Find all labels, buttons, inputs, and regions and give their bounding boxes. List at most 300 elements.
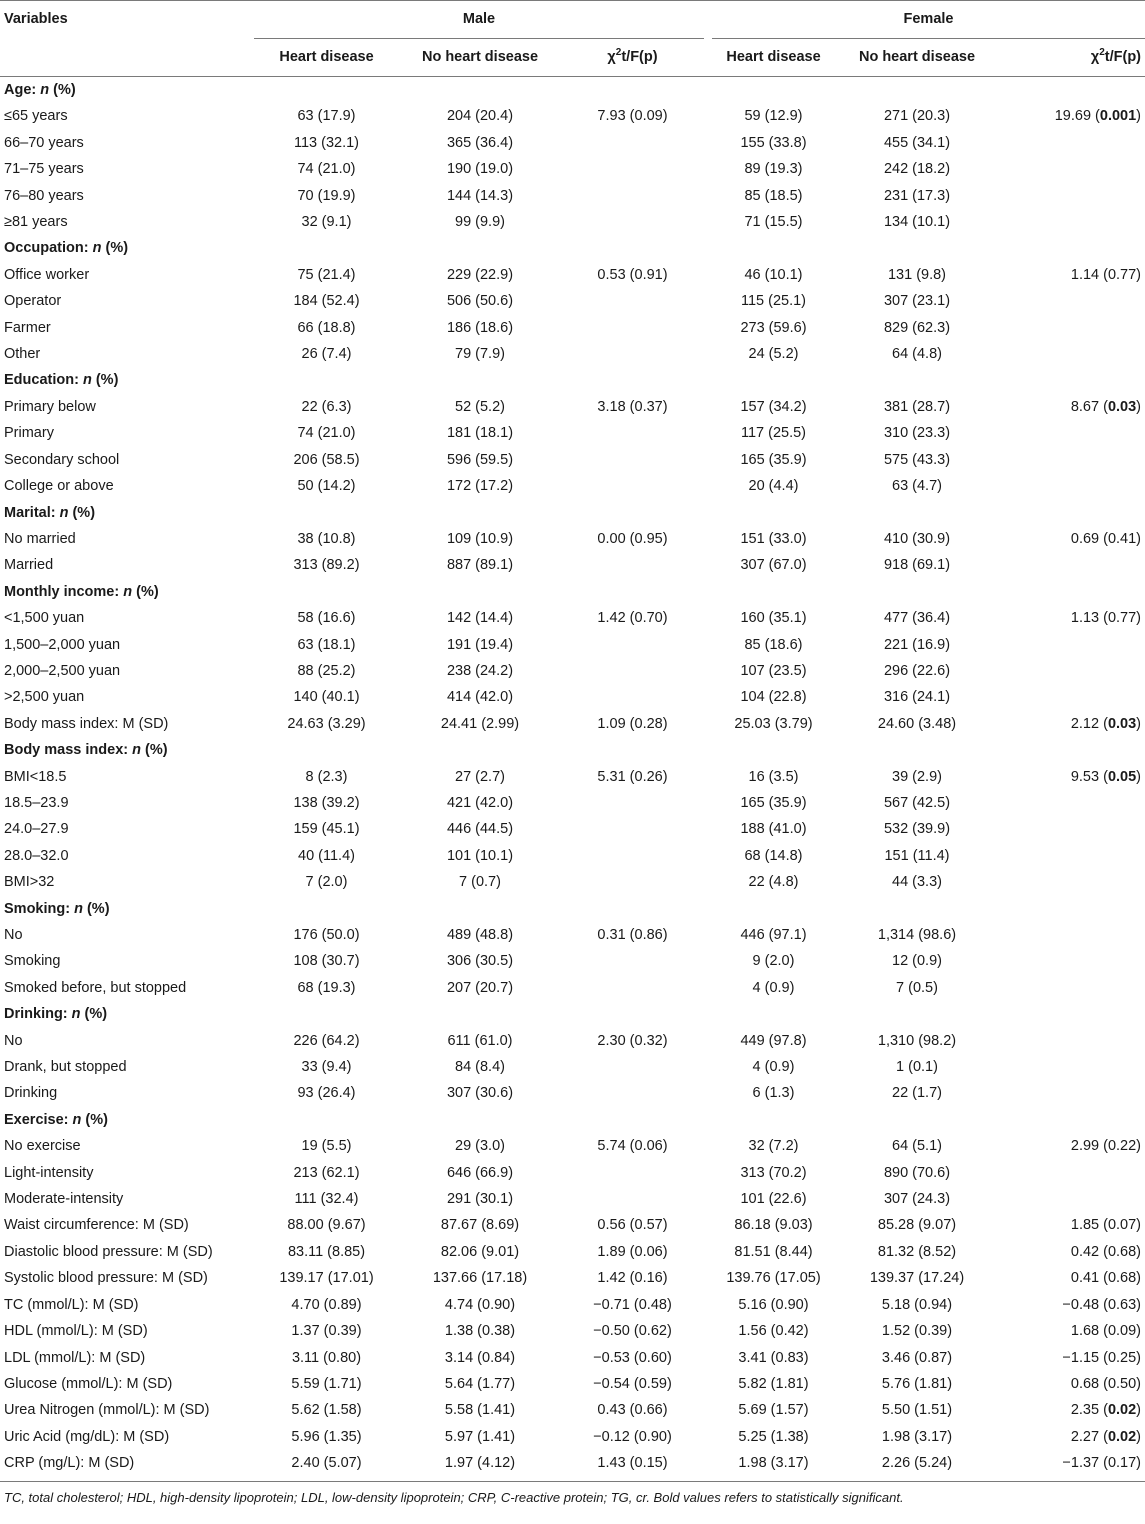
female-no-heart-disease-cell: 381 (28.7)	[883, 398, 951, 415]
spacer-cell	[704, 341, 712, 367]
male-heart-disease-cell: 38 (10.8)	[297, 530, 356, 547]
row-label: Primary below	[4, 398, 96, 415]
female-heart-disease-cell: 157 (34.2)	[740, 398, 807, 415]
male-statistic-cell: 0.53 (0.91)	[597, 266, 668, 283]
male-statistic-cell: 2.30 (0.32)	[597, 1032, 668, 1049]
female-statistic-cell	[999, 341, 1145, 367]
male-statistic-cell: −0.71 (0.48)	[593, 1296, 672, 1313]
male-heart-disease-cell: 68 (19.3)	[297, 979, 356, 996]
female-heart-disease-cell: 307 (67.0)	[740, 557, 807, 574]
female-no-heart-disease-cell: 567 (42.5)	[883, 794, 951, 811]
female-heart-disease-cell: 81.51 (8.44)	[734, 1243, 813, 1260]
row-label: No married	[4, 530, 76, 547]
female-no-heart-disease-cell: 44 (3.3)	[892, 874, 942, 891]
male-no-heart-disease-cell: 204 (20.4)	[446, 108, 514, 125]
male-heart-disease-cell: 19 (5.5)	[301, 1138, 352, 1155]
spacer-cell	[704, 209, 712, 235]
spacer-cell	[704, 843, 712, 869]
male-statistic-cell: 1.42 (0.70)	[597, 610, 668, 627]
female-heart-disease-cell: 165 (35.9)	[740, 794, 807, 811]
female-heart-disease-cell: 9 (2.0)	[752, 953, 795, 970]
section-label: Smoking: n (%)	[4, 900, 110, 917]
row-label: 2,000–2,500 yuan	[4, 662, 121, 679]
male-no-heart-disease-cell: 238 (24.2)	[446, 662, 514, 679]
male-heart-disease-cell: 74 (21.0)	[297, 161, 356, 178]
table-row	[0, 1371, 1145, 1397]
female-heart-disease-cell: 139.76 (17.05)	[726, 1270, 821, 1287]
female-statistic-cell	[999, 1186, 1145, 1212]
section-label: Drinking: n (%)	[4, 1006, 108, 1023]
row-label: Body mass index: M (SD)	[4, 715, 169, 732]
header-male-heart-disease: Heart disease	[254, 39, 399, 77]
male-no-heart-disease-cell: 87.67 (8.69)	[440, 1217, 520, 1234]
female-heart-disease-cell: 313 (70.2)	[740, 1164, 807, 1181]
male-heart-disease-cell: 83.11 (8.85)	[287, 1243, 366, 1260]
table-row	[0, 1424, 1145, 1450]
row-label: Primary	[4, 425, 54, 442]
spacer-cell	[704, 552, 712, 578]
male-no-heart-disease-cell: 306 (30.5)	[446, 953, 514, 970]
row-label: Uric Acid (mg/dL): M (SD)	[4, 1428, 170, 1445]
section-label: Exercise: n (%)	[4, 1111, 108, 1128]
spacer-cell	[704, 1345, 712, 1371]
male-no-heart-disease-cell: 207 (20.7)	[446, 979, 514, 996]
male-statistic-cell: 1.89 (0.06)	[597, 1243, 668, 1260]
female-no-heart-disease-cell: 64 (5.1)	[892, 1138, 942, 1155]
female-no-heart-disease-cell: 221 (16.9)	[883, 636, 951, 653]
male-heart-disease-cell: 8 (2.3)	[305, 768, 348, 785]
female-statistic-cell: 2.12 (0.03)	[1070, 715, 1142, 732]
male-heart-disease-cell: 5.59 (1.71)	[291, 1375, 362, 1392]
male-no-heart-disease-cell: 186 (18.6)	[446, 319, 514, 336]
male-statistic-cell	[561, 130, 704, 156]
row-label: Diastolic blood pressure: M (SD)	[4, 1243, 213, 1260]
row-label: >2,500 yuan	[4, 689, 85, 706]
male-heart-disease-cell: 5.62 (1.58)	[291, 1402, 362, 1419]
male-no-heart-disease-cell: 172 (17.2)	[446, 478, 514, 495]
female-heart-disease-cell: 5.82 (1.81)	[738, 1375, 809, 1392]
table-row	[0, 975, 1145, 1001]
male-no-heart-disease-cell: 109 (10.9)	[446, 530, 514, 547]
spacer-cell	[704, 869, 712, 895]
female-statistic-cell	[999, 552, 1145, 578]
table-body	[0, 77, 1145, 1482]
female-heart-disease-cell: 5.69 (1.57)	[738, 1402, 809, 1419]
table-row	[0, 262, 1145, 288]
table-row	[0, 764, 1145, 790]
spacer-cell	[704, 1397, 712, 1423]
section-header-row	[0, 500, 1145, 526]
male-heart-disease-cell: 88.00 (9.67)	[287, 1217, 366, 1234]
female-no-heart-disease-cell: 1 (0.1)	[896, 1059, 938, 1076]
row-label: 71–75 years	[4, 161, 84, 178]
female-heart-disease-cell: 68 (14.8)	[744, 847, 803, 864]
male-heart-disease-cell: 3.11 (0.80)	[291, 1349, 362, 1366]
male-no-heart-disease-cell: 84 (8.4)	[455, 1059, 505, 1076]
female-heart-disease-cell: 155 (33.8)	[740, 134, 807, 151]
female-no-heart-disease-cell: 296 (22.6)	[883, 662, 951, 679]
female-statistic-cell: 2.35 (0.02)	[1070, 1402, 1142, 1419]
spacer-cell	[704, 1054, 712, 1080]
male-statistic-cell: −0.12 (0.90)	[593, 1428, 672, 1445]
spacer-cell	[704, 1292, 712, 1318]
row-label: Smoked before, but stopped	[4, 979, 187, 996]
female-heart-disease-cell: 16 (3.5)	[748, 768, 799, 785]
spacer-cell	[704, 632, 712, 658]
row-label: No	[4, 1032, 23, 1049]
row-label: 1,500–2,000 yuan	[4, 636, 121, 653]
female-no-heart-disease-cell: 575 (43.3)	[883, 451, 951, 468]
female-statistic-cell	[999, 816, 1145, 842]
header-male-statistic: $\chi^2t/F(p)$	[561, 39, 704, 77]
female-heart-disease-cell: 446 (97.1)	[740, 927, 807, 943]
male-heart-disease-cell: 138 (39.2)	[293, 794, 360, 811]
male-statistic-cell	[561, 1160, 704, 1186]
table-row	[0, 1080, 1145, 1106]
male-statistic-cell: 5.74 (0.06)	[597, 1138, 668, 1155]
male-heart-disease-cell: 313 (89.2)	[293, 557, 360, 574]
female-heart-disease-cell: 449 (97.8)	[740, 1032, 807, 1049]
female-no-heart-disease-cell: 890 (70.6)	[883, 1164, 951, 1181]
table-row	[0, 658, 1145, 684]
table-row	[0, 209, 1145, 235]
spacer-cell	[704, 103, 712, 129]
spacer-cell	[704, 1318, 712, 1344]
female-heart-disease-cell: 151 (33.0)	[740, 530, 807, 547]
male-heart-disease-cell: 70 (19.9)	[297, 187, 356, 204]
table-row	[0, 1133, 1145, 1159]
section-label: Education: n (%)	[4, 372, 119, 389]
male-no-heart-disease-cell: 414 (42.0)	[446, 689, 514, 706]
female-statistic-cell	[999, 658, 1145, 684]
female-statistic-cell	[999, 447, 1145, 473]
row-label: 18.5–23.9	[4, 794, 69, 811]
spacer-cell	[704, 1028, 712, 1054]
female-statistic-cell	[999, 288, 1145, 314]
male-heart-disease-cell: 93 (26.4)	[297, 1085, 356, 1102]
header-female-statistic: $\chi^2t/F(p)$	[999, 39, 1145, 77]
female-no-heart-disease-cell: 307 (23.1)	[883, 293, 951, 310]
male-no-heart-disease-cell: 144 (14.3)	[446, 187, 514, 204]
spacer-cell	[704, 156, 712, 182]
row-label: LDL (mmol/L): M (SD)	[4, 1349, 146, 1366]
male-statistic-cell	[561, 632, 704, 658]
male-no-heart-disease-cell: 137.66 (17.18)	[432, 1270, 528, 1287]
spacer-cell	[704, 183, 712, 209]
table-row	[0, 1239, 1145, 1265]
spacer-cell	[704, 1371, 712, 1397]
row-label: Urea Nitrogen (mmol/L): M (SD)	[4, 1402, 210, 1419]
male-statistic-cell	[561, 1080, 704, 1106]
table-row	[0, 473, 1145, 499]
row-label: No	[4, 927, 23, 943]
spacer-cell	[704, 1186, 712, 1212]
male-statistic-cell: 1.43 (0.15)	[561, 1450, 704, 1481]
row-label: Drinking	[4, 1085, 58, 1102]
row-label: <1,500 yuan	[4, 610, 85, 627]
female-no-heart-disease-cell: 131 (9.8)	[887, 266, 947, 283]
female-no-heart-disease-cell: 139.37 (17.24)	[869, 1270, 965, 1287]
female-heart-disease-cell: 160 (35.1)	[740, 610, 807, 627]
female-statistic-cell	[999, 843, 1145, 869]
table-row	[0, 1345, 1145, 1371]
row-label: 24.0–27.9	[4, 821, 69, 838]
male-heart-disease-cell: 4.70 (0.89)	[291, 1296, 362, 1313]
row-label: Other	[4, 346, 41, 363]
row-label: TC (mmol/L): M (SD)	[4, 1296, 139, 1313]
section-header-row	[0, 579, 1145, 605]
spacer-cell	[704, 1212, 712, 1238]
row-label: Smoking	[4, 953, 61, 970]
female-no-heart-disease-cell: 410 (30.9)	[883, 530, 951, 547]
female-statistic-cell: 2.27 (0.02)	[1070, 1428, 1142, 1445]
male-no-heart-disease-cell: 5.58 (1.41)	[444, 1402, 516, 1419]
female-heart-disease-cell: 59 (12.9)	[744, 108, 803, 125]
male-no-heart-disease-cell: 446 (44.5)	[446, 821, 514, 838]
male-heart-disease-cell: 50 (14.2)	[297, 478, 356, 495]
female-heart-disease-cell: 4 (0.9)	[752, 979, 795, 996]
female-no-heart-disease-cell: 22 (1.7)	[892, 1085, 942, 1102]
table-row	[0, 1397, 1145, 1423]
female-statistic-cell	[999, 315, 1145, 341]
male-no-heart-disease-cell: 5.64 (1.77)	[444, 1375, 516, 1392]
male-heart-disease-cell: 58 (16.6)	[297, 610, 356, 627]
female-statistic-cell: −1.37 (0.17)	[999, 1450, 1145, 1481]
female-heart-disease-cell: 32 (7.2)	[748, 1138, 799, 1155]
female-statistic-cell: 0.69 (0.41)	[1070, 530, 1142, 547]
table-row	[0, 1212, 1145, 1238]
male-statistic-cell	[561, 288, 704, 314]
male-heart-disease-cell: 226 (64.2)	[293, 1032, 360, 1049]
spacer-cell	[704, 1133, 712, 1159]
male-heart-disease-cell: 111 (32.4)	[294, 1191, 359, 1208]
female-statistic-cell	[999, 975, 1145, 1001]
male-no-heart-disease-cell: 27 (2.7)	[455, 768, 505, 785]
male-heart-disease-cell: 139.17 (17.01)	[279, 1270, 374, 1287]
header-female: Female	[712, 1, 1145, 39]
female-statistic-cell: 0.42 (0.68)	[1070, 1243, 1142, 1260]
male-no-heart-disease-cell: 229 (22.9)	[446, 266, 514, 283]
female-heart-disease-cell: 46 (10.1)	[744, 266, 803, 283]
spacer-cell	[704, 288, 712, 314]
female-statistic-cell: 19.69 (0.001)	[1054, 108, 1142, 125]
female-no-heart-disease-cell: 1.98 (3.17)	[881, 1428, 953, 1445]
female-statistic-cell: 0.41 (0.68)	[1070, 1270, 1142, 1287]
male-no-heart-disease-cell: 82.06 (9.01)	[440, 1243, 520, 1260]
spacer-cell	[704, 526, 712, 552]
male-statistic-cell: 1.42 (0.16)	[597, 1270, 668, 1287]
female-statistic-cell	[999, 948, 1145, 974]
female-heart-disease-cell: 20 (4.4)	[748, 478, 799, 495]
table-row	[0, 869, 1145, 895]
female-heart-disease-cell: 165 (35.9)	[740, 451, 807, 468]
female-heart-disease-cell: 22 (4.8)	[748, 874, 799, 891]
male-no-heart-disease-cell: 101 (10.1)	[446, 847, 514, 864]
spacer-cell	[704, 658, 712, 684]
female-no-heart-disease-cell: 316 (24.1)	[883, 689, 951, 706]
spacer-cell	[704, 711, 712, 737]
row-label: Systolic blood pressure: M (SD)	[4, 1270, 208, 1287]
male-no-heart-disease-cell: 79 (7.9)	[455, 346, 505, 363]
row-label: Married	[4, 557, 54, 574]
male-no-heart-disease-cell: 4.74 (0.90)	[444, 1296, 516, 1313]
row-label: ≤65 years	[4, 108, 68, 125]
female-statistic-cell	[999, 684, 1145, 710]
male-heart-disease-cell: 7 (2.0)	[305, 874, 348, 891]
male-heart-disease-cell: 22 (6.3)	[301, 398, 352, 415]
header-male: Male	[254, 1, 704, 39]
row-label: CRP (mg/L): M (SD)	[0, 1450, 254, 1481]
spacer-cell	[704, 948, 712, 974]
female-statistic-cell	[999, 130, 1145, 156]
female-no-heart-disease-cell: 151 (11.4)	[884, 847, 950, 864]
table-row	[0, 103, 1145, 129]
female-heart-disease-cell: 273 (59.6)	[740, 319, 807, 336]
male-statistic-cell: −0.50 (0.62)	[593, 1323, 672, 1340]
table-row	[0, 130, 1145, 156]
female-heart-disease-cell: 85 (18.5)	[744, 187, 803, 204]
male-statistic-cell: 0.56 (0.57)	[597, 1217, 668, 1234]
male-no-heart-disease-cell: 52 (5.2)	[455, 398, 505, 415]
table-row	[0, 790, 1145, 816]
female-no-heart-disease-cell: 532 (39.9)	[883, 821, 951, 838]
spacer-cell	[704, 447, 712, 473]
male-statistic-cell	[561, 183, 704, 209]
row-label: 66–70 years	[4, 134, 84, 151]
row-label: Operator	[4, 293, 62, 310]
row-label: Office worker	[4, 266, 90, 283]
table-row	[0, 420, 1145, 446]
spacer-cell	[704, 315, 712, 341]
section-label: Monthly income: n (%)	[4, 583, 159, 600]
female-statistic-cell	[999, 1080, 1145, 1106]
male-statistic-cell: 1.09 (0.28)	[597, 715, 668, 732]
female-heart-disease-cell: 71 (15.5)	[744, 214, 803, 231]
table-row	[0, 526, 1145, 552]
spacer-cell	[704, 790, 712, 816]
row-label: 28.0–32.0	[4, 847, 69, 864]
male-statistic-cell	[561, 948, 704, 974]
male-heart-disease-cell: 74 (21.0)	[297, 425, 356, 442]
male-heart-disease-cell: 63 (17.9)	[297, 108, 356, 125]
male-heart-disease-cell: 206 (58.5)	[293, 451, 360, 468]
male-no-heart-disease-cell: 181 (18.1)	[446, 425, 514, 442]
male-statistic-cell: 0.00 (0.95)	[597, 530, 668, 547]
header-variables: Variables	[0, 1, 254, 39]
female-no-heart-disease-cell: 5.50 (1.51)	[881, 1402, 953, 1419]
male-heart-disease-cell: 40 (11.4)	[298, 847, 355, 864]
row-label: Moderate-intensity	[4, 1191, 124, 1208]
table-row	[0, 1054, 1145, 1080]
female-heart-disease-cell: 188 (41.0)	[740, 821, 807, 838]
female-heart-disease-cell: 101 (22.6)	[740, 1191, 807, 1208]
male-statistic-cell	[561, 315, 704, 341]
row-label: No exercise	[4, 1138, 81, 1155]
male-heart-disease-cell: 2.40 (5.07)	[254, 1450, 399, 1481]
male-heart-disease-cell: 63 (18.1)	[297, 636, 356, 653]
table-row	[0, 843, 1145, 869]
female-no-heart-disease-cell: 3.46 (0.87)	[881, 1349, 953, 1366]
table-row	[0, 156, 1145, 182]
female-statistic-cell	[999, 156, 1145, 182]
spacer-cell	[704, 1080, 712, 1106]
male-no-heart-disease-cell: 887 (89.1)	[446, 557, 514, 574]
section-label: Marital: n (%)	[4, 504, 96, 521]
female-no-heart-disease-cell: 12 (0.9)	[892, 953, 942, 970]
spacer-cell	[704, 262, 712, 288]
female-no-heart-disease-cell: 1,310 (98.2)	[877, 1032, 957, 1049]
female-heart-disease-cell: 1.98 (3.17)	[712, 1450, 835, 1481]
male-statistic-cell	[561, 156, 704, 182]
header-female-heart-disease: Heart disease	[712, 39, 835, 77]
female-heart-disease-cell: 5.16 (0.90)	[738, 1296, 809, 1313]
female-no-heart-disease-cell: 81.32 (8.52)	[877, 1243, 957, 1260]
male-no-heart-disease-cell: 24.41 (2.99)	[440, 715, 520, 732]
table-row	[0, 183, 1145, 209]
female-heart-disease-cell: 5.25 (1.38)	[738, 1428, 809, 1445]
spacer-cell	[704, 473, 712, 499]
female-no-heart-disease-cell: 64 (4.8)	[892, 346, 942, 363]
table-footnote: TC, total cholesterol; HDL, high-density lipoprotein; LDL, low-density lipoprotein; CRP, C-reactive protein; TG, cr. Bold values refers to statistically significant.	[4, 1489, 904, 1505]
female-heart-disease-cell: 85 (18.6)	[744, 636, 803, 653]
female-heart-disease-cell: 24 (5.2)	[748, 346, 799, 363]
spacer-cell	[704, 1265, 712, 1291]
male-no-heart-disease-cell: 3.14 (0.84)	[444, 1349, 516, 1366]
male-no-heart-disease-cell: 7 (0.7)	[459, 874, 501, 891]
table-row	[0, 341, 1145, 367]
male-statistic-cell	[561, 684, 704, 710]
female-statistic-cell	[999, 183, 1145, 209]
section-header-row	[0, 1001, 1145, 1027]
table-row	[0, 1292, 1145, 1318]
row-label: 76–80 years	[4, 187, 84, 204]
female-statistic-cell	[999, 1160, 1145, 1186]
table-row	[0, 605, 1145, 631]
section-header-row	[0, 896, 1145, 922]
male-statistic-cell	[561, 447, 704, 473]
male-heart-disease-cell: 176 (50.0)	[293, 927, 360, 943]
male-statistic-cell	[561, 816, 704, 842]
row-label: BMI<18.5	[4, 768, 67, 785]
table-row	[0, 1160, 1145, 1186]
female-statistic-cell	[999, 209, 1145, 235]
female-no-heart-disease-cell: 2.26 (5.24)	[835, 1450, 999, 1481]
male-heart-disease-cell: 75 (21.4)	[297, 266, 356, 283]
male-statistic-cell	[561, 869, 704, 895]
female-no-heart-disease-cell: 477 (36.4)	[883, 610, 951, 627]
female-no-heart-disease-cell: 918 (69.1)	[883, 557, 951, 574]
male-heart-disease-cell: 88 (25.2)	[297, 662, 356, 679]
table-row	[0, 922, 1145, 948]
section-label: Body mass index: n (%)	[4, 742, 168, 759]
table-row	[0, 1318, 1145, 1344]
female-heart-disease-cell: 117 (25.5)	[740, 425, 807, 442]
male-statistic-cell	[561, 843, 704, 869]
row-label: Light-intensity	[4, 1164, 94, 1181]
male-heart-disease-cell: 32 (9.1)	[301, 214, 352, 231]
female-statistic-cell: 1.68 (0.09)	[1070, 1323, 1142, 1340]
male-no-heart-disease-cell: 611 (61.0)	[447, 1032, 513, 1049]
male-no-heart-disease-cell: 291 (30.1)	[446, 1191, 514, 1208]
table-row	[0, 1450, 1145, 1481]
male-statistic-cell: 5.31 (0.26)	[597, 768, 668, 785]
male-no-heart-disease-cell: 29 (3.0)	[455, 1138, 505, 1155]
male-no-heart-disease-cell: 365 (36.4)	[446, 134, 514, 151]
row-label: Waist circumference: M (SD)	[4, 1217, 189, 1234]
female-statistic-cell	[999, 632, 1145, 658]
female-heart-disease-cell: 3.41 (0.83)	[738, 1349, 809, 1366]
male-heart-disease-cell: 140 (40.1)	[293, 689, 360, 706]
